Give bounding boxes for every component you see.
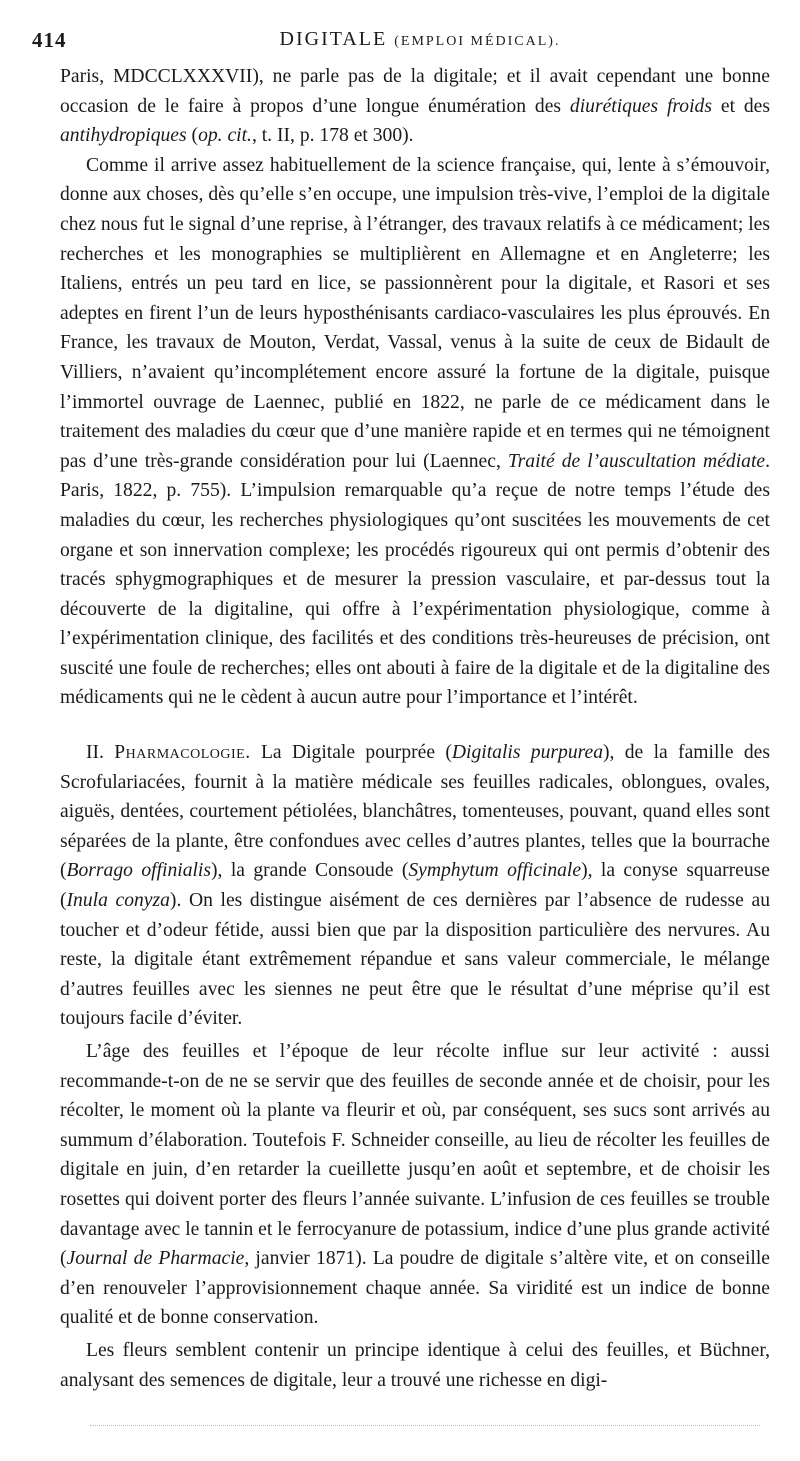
text-run: . Paris, 1822, p. 755). L’impulsion remarquable qu’a reçue de notre temps l’étude des maladies du cœur, les recherches physiologiques qu’ont suscitées les mouvements de cet organe et son innervation complexe; les procédés rigoureux qui ont permis d’obtenir des tracés sphygmographiques et de mesurer la pression vasculaire, et par-dessus tout la découverte de la digitaline, qui offre à l’expérimentation physiologique, comme à l’expérimentation clinique, des facilités et des conditions très-heureuses de précision, ont suscité une foule de recherches; elles ont abouti à faire de la digitale et de la digitaline des médicaments qui ne le cèdent à aucun autre pour l’importance et l’intérêt. bbox=[60, 450, 770, 709]
running-title bbox=[32, 28, 768, 51]
running-title-main: DIGITALE bbox=[279, 28, 388, 50]
paragraph-continuation bbox=[60, 62, 770, 151]
italic-term: Digitalis purpurea bbox=[451, 742, 604, 764]
paragraph-fleurs bbox=[60, 1336, 770, 1395]
running-title-sub: (EMPLOI MÉDICAL). bbox=[394, 34, 561, 49]
page-number: 414 bbox=[32, 28, 67, 52]
text-run: ), la conyse squarreuse ( bbox=[60, 860, 771, 912]
text-run: ). On les distingue aisément de ces dernières par l’absence de rudesse au toucher et d’odeur fétide, aussi bien que par la disposition particulière des nervures. Au reste, la digitale étant extrêmement répandue et sans valeur commerciale, le mélange d’autres feuilles avec les siennes ne peut être que le résultat d’une méprise qu’il est toujours facile d’éviter. bbox=[60, 890, 770, 1030]
text-run: L’âge des feuilles et l’époque de leur récolte influe sur leur activité : aussi recommande-t-on de ne se servir que des feuilles de seconde année et de choisir, pour les récolter, le moment où la plante va fleurir et où, par conséquent, ses sucs sont arrivés au summum d’élaboration. Toutefois F. Schneider conseille, au lieu de récolter les feuilles de digitale en juin, d’en retarder la cueillette jusqu’en août et septembre, et de choisir les rosettes qui doivent porter des fleurs l’année suivante. L’infusion de ces feuilles se trouble davantage avec le tannin et le ferrocyanure de potassium, indice d’une plus grande activité ( bbox=[60, 1041, 770, 1270]
text-run: Comme il arrive assez habituellement de la science française, qui, lente à s’émouvoir, donne aux choses, dès qu’elle s’en occupe, une impulsion très-vive, l’emploi de la digitale chez nous fut le signal d’une reprise, à l’étranger, des travaux relatifs à ce médicament; les recherches et les monographies se multiplièrent en Allemagne et en Angleterre; les Italiens, entrés un peu tard en lice, se passionnèrent pour la digitale, et Rasori et ses adeptes en firent l’un de leurs hyposthénisants cardiaco-vasculaires les plus éprouvés. En France, les travaux de Mouton, Verdat, Vassal, venus à la suite de ceux de Bidault de Villiers, n’avaient qu’incomplétement encore assuré la fortune de la digitale, puisque l’immortel ouvrage de Laennec, publié en 1822, ne parle de ce médicament dans le traitement des maladies du cœur que d’une manière rapide et en termes qui ne témoignent pas d’une très-grande considération pour lui (Laennec, bbox=[60, 154, 770, 472]
italic-term: antihydropiques bbox=[60, 125, 187, 147]
text-run: ), la grande Consoude ( bbox=[211, 860, 409, 882]
text-run: ( bbox=[186, 125, 199, 147]
text-run: , t. II, p. 178 et 300). bbox=[251, 125, 414, 147]
paragraph-history bbox=[60, 151, 770, 713]
text-run: II. bbox=[86, 742, 115, 764]
italic-term: Borrago offinialis bbox=[66, 860, 212, 882]
running-head bbox=[32, 28, 768, 54]
paragraph-pharmacologie bbox=[60, 738, 770, 1034]
section-heading: Pharmacologie. bbox=[114, 742, 251, 764]
body-text bbox=[60, 62, 770, 1395]
italic-term: Traité de l’auscultation médiate bbox=[507, 450, 766, 472]
text-run: ), de la famille des Scrofulariacées, fournit à la matière médicale ses feuilles radicales, oblongues, ovales, aiguës, dentées, courtement pétiolées, blanchâtres, tomenteuses, pouvant, quand elles sont séparées de la plante, être confondues avec celles d’autres plantes, telles que la bourrache ( bbox=[60, 742, 770, 882]
text-run: Paris, MDCCLXXXVII), ne parle pas de la digitale; et il avait cependant une bonne occasion de le faire à propos d’une longue énumération des bbox=[60, 66, 770, 117]
text-run: Les fleurs semblent contenir un principe identique à celui des feuilles, et Büchner, analysant des semences de digitale, leur a trouvé une richesse en digi- bbox=[60, 1339, 770, 1391]
italic-term: Journal de Pharmacie bbox=[66, 1248, 245, 1270]
text-run: La Digitale pourprée ( bbox=[250, 742, 452, 764]
text-run: et des bbox=[711, 95, 771, 117]
text-run: , janvier 1871). La poudre de digitale s’altère vite, et on conseille d’en renouveler l’approvisionnement chaque année. Sa viridité est un indice de bonne qualité et de bonne conservation. bbox=[60, 1248, 770, 1329]
italic-term: diurétiques froids bbox=[569, 95, 712, 117]
footer-rule bbox=[90, 1425, 760, 1426]
italic-term: Inula conyza bbox=[66, 890, 170, 912]
paragraph-recolte bbox=[60, 1037, 770, 1333]
italic-term: Symphytum officinale bbox=[408, 860, 582, 882]
italic-term: op. cit. bbox=[198, 125, 252, 147]
